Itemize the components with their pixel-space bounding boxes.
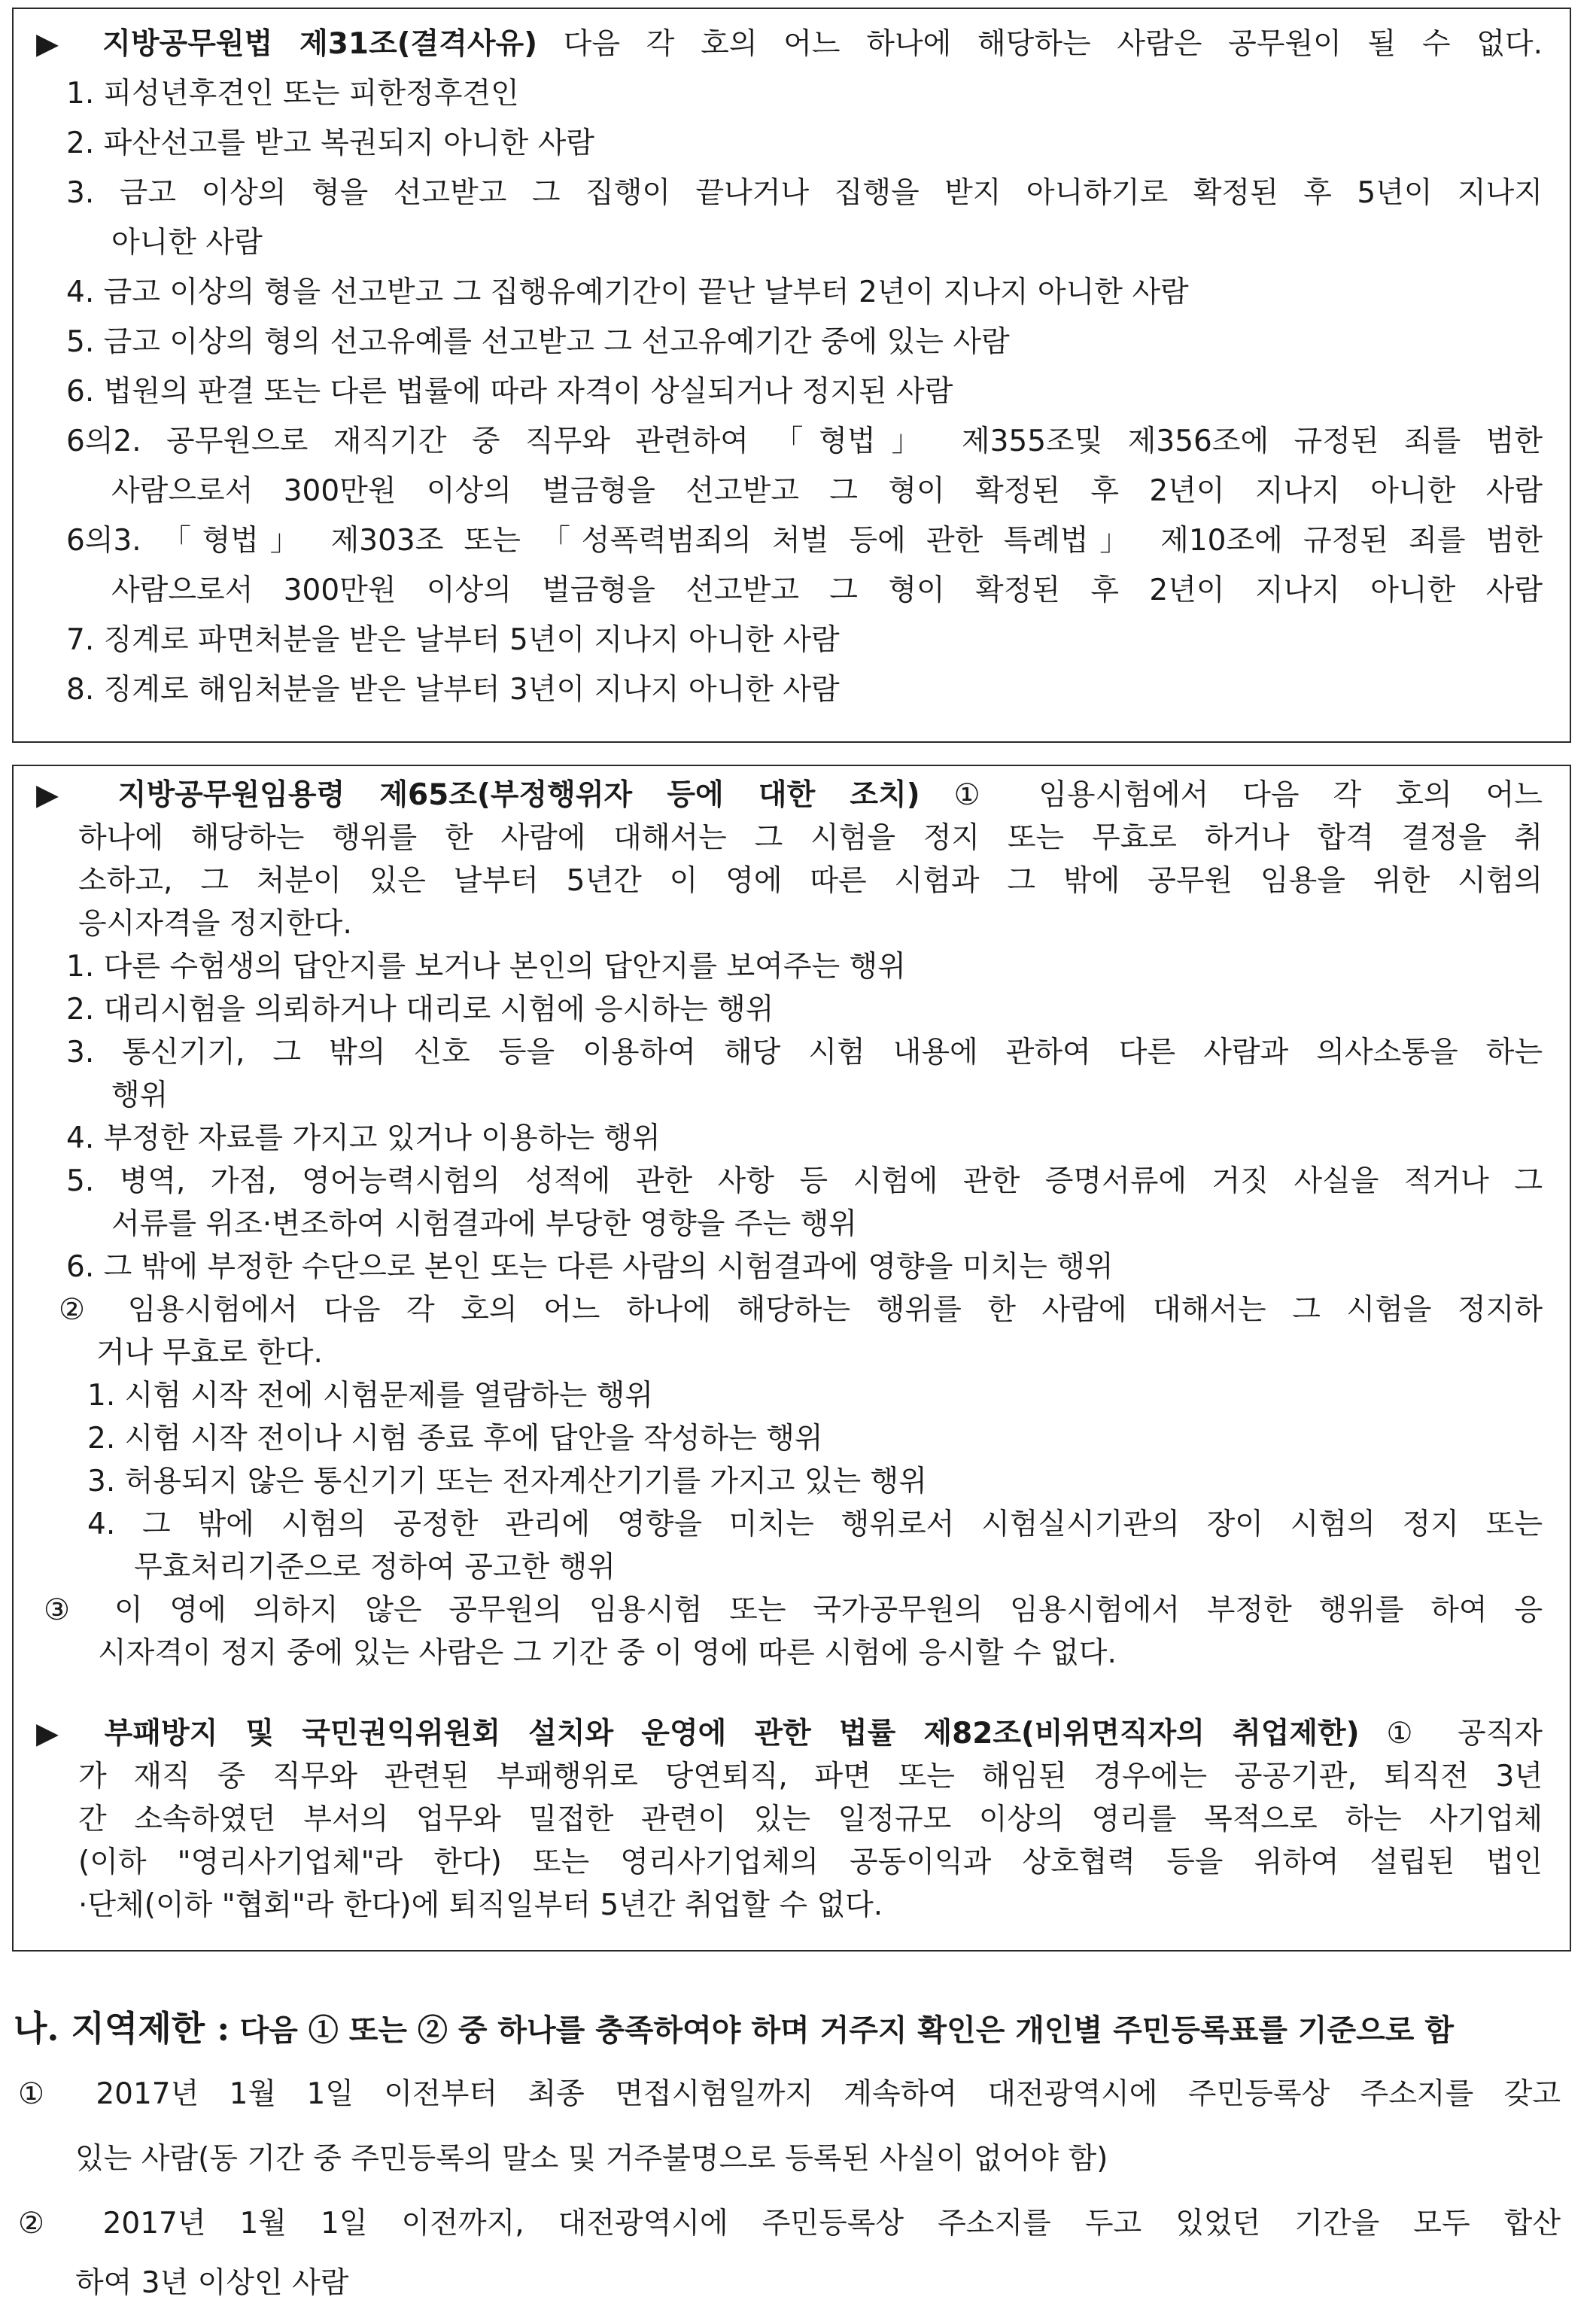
- list-item: 3. 통신기기, 그 밖의 신호 등을 이용하여 해당 시험 내용에 관하여 다른 사람과 의사소통을 하는: [66, 1036, 1543, 1069]
- box1-lead-title: ▶ 지방공무원법 제31조(결격사유): [36, 27, 538, 61]
- list-item: 5. 금고 이상의 형의 선고유예를 선고받고 그 선고유예기간 중에 있는 사람: [66, 325, 1010, 359]
- list-item: 2. 대리시험을 의뢰하거나 대리로 시험에 응시하는 행위: [66, 993, 774, 1027]
- region-restriction-heading: [14, 2002, 1579, 2057]
- list-item-continued: 사람으로서 300만원 이상의 벌금형을 선고받고 그 형이 확정된 후 2년이 지나지 아니한 사람: [111, 573, 1543, 607]
- list-item: 6의2. 공무원으로 재직기간 중 직무와 관련하여 「형법」 제355조및 제356조에 규정된 죄를 범한: [66, 424, 1543, 458]
- list-item-continued: 행위: [111, 1078, 169, 1112]
- paragraph-line: 가 재직 중 직무와 관련된 부패행위로 당연퇴직, 파면 또는 해임된 경우에는 공공기관, 퇴직전 3년: [78, 1760, 1543, 1793]
- list-item-continued: 무효처리기준으로 정하여 공고한 행위: [134, 1550, 616, 1584]
- paragraph-line: 소하고, 그 처분이 있은 날부터 5년간 이 영에 따른 시험과 그 밖에 공무원 임용을 위한 시험의: [78, 864, 1543, 898]
- region-item-continued: 있는 사람(동 기간 중 주민등록의 말소 및 거주불명으로 등록된 사실이 없어야 함): [75, 2142, 1108, 2176]
- list-item: 1. 피성년후견인 또는 피한정후견인: [66, 77, 519, 111]
- list-item: 6. 그 밖에 부정한 수단으로 본인 또는 다른 사람의 시험결과에 영향을 미치는 행위: [66, 1250, 1114, 1284]
- list-item-continued: 사람으로서 300만원 이상의 벌금형을 선고받고 그 형이 확정된 후 2년이 지나지 아니한 사람: [111, 474, 1543, 508]
- list-item: 5. 병역, 가점, 영어능력시험의 성적에 관한 사항 등 시험에 관한 증명서류에 거짓 사실을 적거나 그: [66, 1164, 1543, 1198]
- box2-lead-text: ① 임용시험에서 다음 각 호의 어느: [953, 778, 1543, 812]
- box1-lead-line: [36, 20, 1543, 69]
- disqualification-box: [12, 8, 1571, 743]
- list-item: 6. 법원의 판결 또는 다른 법률에 따라 자격이 상실되거나 정지된 사람: [66, 375, 953, 409]
- list-item: 6의3. 「형법」 제303조 또는 「성폭력범죄의 처벌 등에 관한 특례법」 제10조에 규정된 죄를 범한: [66, 524, 1543, 558]
- region-item: ① 2017년 1월 1일 이전부터 최종 면접시험일까지 계속하여 대전광역시에 주민등록상 주소지를 갖고: [18, 2077, 1561, 2111]
- list-item: 4. 부정한 자료를 가지고 있거나 이용하는 행위: [66, 1121, 661, 1155]
- paragraph-line: 시자격이 정지 중에 있는 사람은 그 기간 중 이 영에 따른 시험에 응시할 수 없다.: [98, 1636, 1117, 1670]
- paragraph-line: 하나에 해당하는 행위를 한 사람에 대해서는 그 시험을 정지 또는 무효로 하거나 합격 결정을 취: [78, 821, 1543, 855]
- misconduct-box: [12, 765, 1571, 1952]
- paragraph-line: 거나 무효로 한다.: [96, 1336, 323, 1370]
- list-item: 2. 시험 시작 전이나 시험 종료 후에 답안을 작성하는 행위: [87, 1422, 823, 1456]
- list-item-continued: 서류를 위조·변조하여 시험결과에 부당한 영향을 주는 행위: [111, 1207, 857, 1241]
- list-item: 7. 징계로 파면처분을 받은 날부터 5년이 지나지 아니한 사람: [66, 623, 840, 657]
- box1-lead-text: 다음 각 호의 어느 하나에 해당하는 사람은 공무원이 될 수 없다.: [563, 27, 1543, 61]
- paragraph-line: ③ 이 영에 의하지 않은 공무원의 임용시험 또는 국가공무원의 임용시험에서 부정한 행위를 하여 응: [44, 1593, 1543, 1627]
- paragraph-line: 간 소속하였던 부서의 업무와 밀접한 관련이 있는 일정규모 이상의 영리를 목적으로 하는 사기업체: [78, 1803, 1543, 1836]
- list-item-continued: 아니한 사람: [111, 226, 263, 260]
- paragraph-line: 응시자격을 정지한다.: [78, 907, 352, 941]
- box2-lead2-text: ① 공직자: [1386, 1717, 1543, 1751]
- section-heading: 나. 지역제한 :: [14, 2008, 230, 2049]
- list-item: 4. 금고 이상의 형을 선고받고 그 집행유예기간이 끝난 날부터 2년이 지나지 아니한 사람: [66, 275, 1189, 309]
- list-item: 3. 허용되지 않은 통신기기 또는 전자계산기기를 가지고 있는 행위: [87, 1465, 927, 1498]
- box2-lead2-line: [36, 1712, 1543, 1755]
- list-item: 3. 금고 이상의 형을 선고받고 그 집행이 끝나거나 집행을 받지 아니하기로 확정된 후 5년이 지나지: [66, 176, 1543, 210]
- box2-lead-line: [36, 774, 1543, 817]
- list-item: 1. 다른 수험생의 답안지를 보거나 본인의 답안지를 보여주는 행위: [66, 950, 906, 984]
- region-item-continued: 하여 3년 이상인 사람: [75, 2266, 349, 2300]
- list-item: 1. 시험 시작 전에 시험문제를 열람하는 행위: [87, 1379, 654, 1413]
- box2-lead-title: ▶ 지방공무원임용령 제65조(부정행위자 등에 대한 조치): [36, 778, 920, 812]
- section-heading-note: 다음 ① 또는 ② 중 하나를 충족하여야 하며 거주지 확인은 개인별 주민등록표를 기준으로 함: [239, 2012, 1455, 2048]
- region-item: ② 2017년 1월 1일 이전까지, 대전광역시에 주민등록상 주소지를 두고 있었던 기간을 모두 합산: [18, 2207, 1561, 2241]
- paragraph-line: ② 임용시험에서 다음 각 호의 어느 하나에 해당하는 행위를 한 사람에 대해서는 그 시험을 정지하: [59, 1293, 1543, 1327]
- box2-lead2-title: ▶ 부패방지 및 국민권익위원회 설치와 운영에 관한 법률 제82조(비위면직자의 취업제한): [36, 1717, 1360, 1751]
- paragraph-line: ·단체(이하 "협회"라 한다)에 퇴직일부터 5년간 취업할 수 없다.: [78, 1888, 883, 1922]
- spacer: [36, 1675, 1543, 1712]
- list-item: 4. 그 밖에 시험의 공정한 관리에 영향을 미치는 행위로서 시험실시기관의 장이 시험의 정지 또는: [87, 1507, 1543, 1541]
- paragraph-line: (이하 "영리사기업체"라 한다) 또는 영리사기업체의 공동이익과 상호협력 등을 위하여 설립된 법인: [78, 1845, 1543, 1879]
- list-item: 8. 징계로 해임처분을 받은 날부터 3년이 지나지 아니한 사람: [66, 673, 840, 707]
- list-item: 2. 파산선고를 받고 복권되지 아니한 사람: [66, 126, 594, 160]
